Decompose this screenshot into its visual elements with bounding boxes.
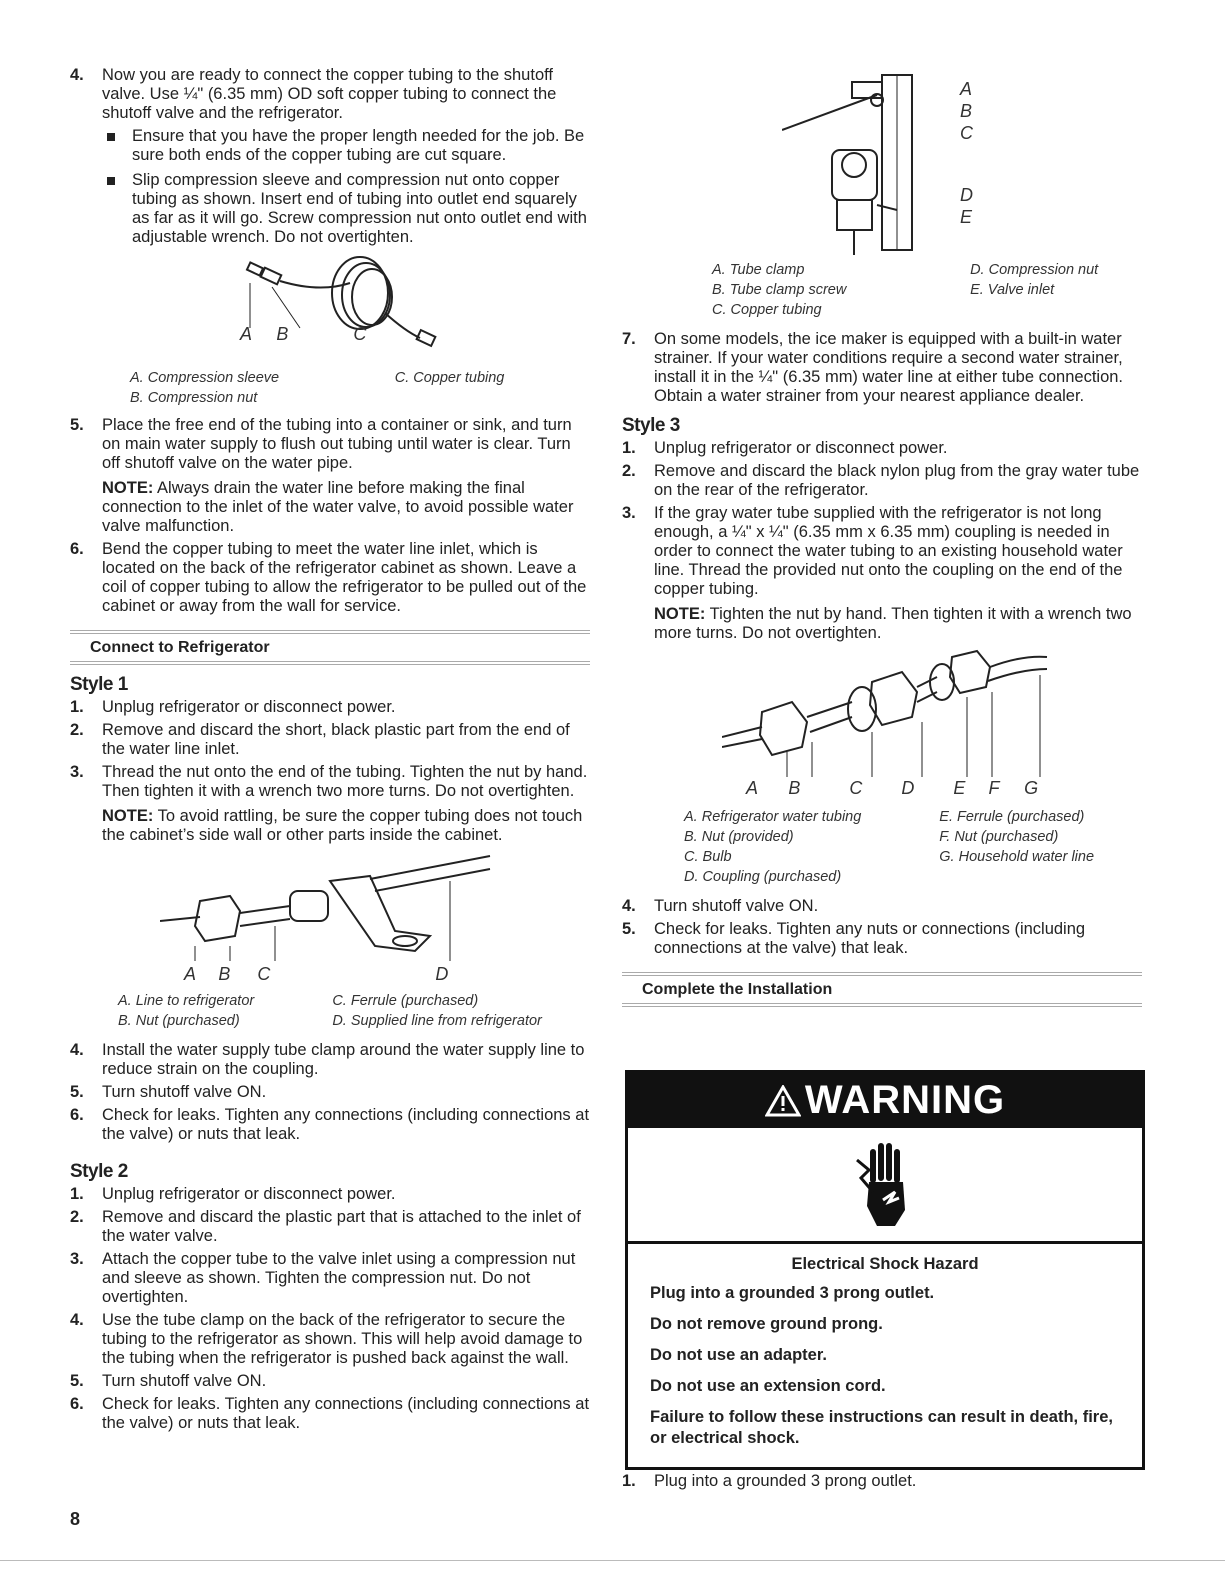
warning-line: Do not use an extension cord. bbox=[650, 1377, 886, 1395]
warning-line: Plug into a grounded 3 prong outlet. bbox=[650, 1284, 935, 1302]
note bbox=[654, 605, 1142, 643]
legend-item: D. Coupling (purchased) bbox=[684, 869, 842, 885]
legend-item: E. Valve inlet bbox=[970, 282, 1055, 298]
step-text: Turn shutoff valve ON. bbox=[102, 1372, 267, 1390]
legend-item: C. Ferrule (purchased) bbox=[332, 993, 479, 1009]
style2-step bbox=[70, 1250, 590, 1307]
fig-letter: G bbox=[1024, 778, 1039, 798]
legend-item: C. Copper tubing bbox=[394, 370, 505, 386]
note bbox=[102, 807, 590, 845]
legend-item: G. Household water line bbox=[939, 849, 1095, 865]
figure-style1-fitting bbox=[160, 851, 590, 991]
figure-legend bbox=[118, 991, 590, 1031]
fig-letter: C bbox=[849, 778, 863, 798]
step-number: 6. bbox=[70, 1106, 84, 1124]
step-number: 5. bbox=[622, 920, 636, 938]
warning-line: Failure to follow these instructions can result in death, fire, or electrical shock. bbox=[650, 1408, 1113, 1447]
step-text: Remove and discard the short, black plastic part from the end of the water line inlet. bbox=[102, 721, 570, 758]
left-column bbox=[70, 66, 590, 1437]
style2-step bbox=[70, 1372, 590, 1391]
electric-shock-hand-icon bbox=[855, 1140, 915, 1230]
style2-step bbox=[70, 1311, 590, 1368]
step-text: Turn shutoff valve ON. bbox=[654, 897, 819, 915]
fig-letter: A bbox=[240, 324, 252, 344]
final-step bbox=[622, 1472, 1174, 1491]
step-text: Remove and discard the black nylon plug from the gray water tube on the rear of the refrigerator. bbox=[654, 462, 1140, 499]
step-text: Remove and discard the plastic part that is attached to the inlet of the water valve. bbox=[102, 1208, 581, 1245]
fig-letter: E bbox=[960, 207, 973, 227]
step-text: Unplug refrigerator or disconnect power. bbox=[654, 439, 948, 457]
fig-letter: E bbox=[953, 778, 966, 798]
bottom-divider bbox=[0, 1560, 1225, 1561]
warning-triangle-icon bbox=[765, 1085, 801, 1117]
figure-coupling bbox=[722, 647, 1142, 807]
step-text: Check for leaks. Tighten any nuts or connections (including connections at the valve) that leak. bbox=[654, 920, 1086, 957]
step-text: Thread the nut onto the end of the tubing. Tighten the nut by hand. Then tighten it with a wrench two more turns. Do not overtighten. bbox=[102, 763, 588, 800]
legend-item: A. Tube clamp bbox=[712, 262, 805, 278]
step-text: Check for leaks. Tighten any connections (including connections at the valve) or nuts that leak. bbox=[102, 1395, 590, 1432]
style1-step bbox=[70, 698, 590, 717]
fig-letter: C bbox=[257, 964, 271, 984]
step-number: 2. bbox=[70, 721, 84, 739]
step-text: Bend the copper tubing to meet the water line inlet, which is located on the back of the refrigerator cabinet as shown. Leave a coil of copper tubing to allow the refrigerator to be pulled out of the cabinet or away from the wall for service. bbox=[102, 540, 587, 615]
style3-step bbox=[622, 462, 1142, 500]
note-text: Tighten the nut by hand. Then tighten it with a wrench two more turns. Do not overtighten. bbox=[654, 605, 1132, 642]
step-number: 3. bbox=[70, 763, 84, 781]
bullet-item: Ensure that you have the proper length needed for the job. Be sure both ends of the copper tubing are cut square. bbox=[102, 127, 590, 165]
fig-letter: A bbox=[960, 79, 973, 99]
step-number: 3. bbox=[622, 504, 636, 522]
style1-step bbox=[70, 763, 590, 845]
figure-legend bbox=[130, 368, 590, 408]
note bbox=[102, 479, 590, 536]
warning-line: Do not remove ground prong. bbox=[650, 1315, 883, 1333]
step-text: Unplug refrigerator or disconnect power. bbox=[102, 1185, 396, 1203]
style1-step bbox=[70, 1083, 590, 1102]
figure-legend bbox=[712, 260, 1142, 320]
step-text: Now you are ready to connect the copper tubing to the shutoff valve. Use ¼" (6.35 mm) OD soft copper tubing to connect the shutoff valve and the refrigerator. bbox=[102, 66, 557, 122]
step-number: 2. bbox=[70, 1208, 84, 1226]
fig-letter: D bbox=[960, 185, 973, 205]
style1-fitting-illustration bbox=[160, 851, 500, 971]
legend-item: B. Nut (provided) bbox=[684, 829, 794, 845]
step-number: 6. bbox=[70, 1395, 84, 1413]
step-text: If the gray water tube supplied with the refrigerator is not long enough, a ¼" x ¼" (6.35 mm x 6.35 mm) coupling is needed in order to connect the water tubing to an existing household water line. Thread the provided nut onto the coupling on the end of the copper tubing. bbox=[654, 504, 1123, 598]
fig-letter: C bbox=[353, 324, 367, 344]
legend-item: A. Refrigerator water tubing bbox=[684, 809, 862, 825]
style3-step bbox=[622, 504, 1142, 643]
style3-step bbox=[622, 439, 1142, 458]
note-label: NOTE: bbox=[654, 605, 706, 623]
legend-item: D. Compression nut bbox=[970, 262, 1099, 278]
warning-title: WARNING bbox=[804, 1078, 1006, 1122]
step-text: Unplug refrigerator or disconnect power. bbox=[102, 698, 396, 716]
step-number: 4. bbox=[70, 1041, 84, 1059]
page-number: 8 bbox=[70, 1509, 81, 1529]
step-7 bbox=[622, 330, 1142, 406]
step-number: 6. bbox=[70, 540, 84, 558]
legend-item bbox=[939, 867, 1142, 887]
hazard-title: Electrical Shock Hazard bbox=[791, 1255, 979, 1273]
warning-box bbox=[625, 1070, 1145, 1470]
legend-item: B. Nut (purchased) bbox=[118, 1013, 240, 1029]
figure-legend bbox=[684, 807, 1142, 887]
step-number: 1. bbox=[70, 698, 84, 716]
step-text: On some models, the ice maker is equipped with a built-in water strainer. If your water conditions require a second water strainer, install it in the ¼" (6.35 mm) water line at either tube connection. Obtain a water strainer from your nearest appliance dealer. bbox=[654, 330, 1124, 405]
fig-letter: B bbox=[960, 101, 973, 121]
section-heading-connect: Connect to Refrigerator bbox=[70, 630, 590, 665]
coupling-letters bbox=[746, 779, 1038, 798]
style1-step bbox=[70, 1041, 590, 1079]
style1-step bbox=[70, 721, 590, 759]
step-number: 1. bbox=[70, 1185, 84, 1203]
style3-step bbox=[622, 897, 1142, 916]
legend-item: E. Ferrule (purchased) bbox=[939, 809, 1085, 825]
warning-header bbox=[628, 1073, 1142, 1128]
step-text: Plug into a grounded 3 prong outlet. bbox=[654, 1472, 917, 1490]
section-heading-complete: Complete the Installation bbox=[622, 972, 1142, 1007]
style1-step bbox=[70, 1106, 590, 1144]
fig-letter: B bbox=[218, 964, 231, 984]
step-text: Use the tube clamp on the back of the refrigerator to secure the tubing to the refrigerator as shown. This will help avoid damage to the tubing when the refrigerator is pushed back against the wall. bbox=[102, 1311, 583, 1367]
shock-icon-area bbox=[628, 1128, 1142, 1244]
step-number: 5. bbox=[70, 1372, 84, 1390]
warning-body bbox=[628, 1244, 1142, 1465]
style-3-heading: Style 3 bbox=[622, 415, 680, 436]
legend-item: C. Copper tubing bbox=[712, 302, 822, 318]
step-number: 1. bbox=[622, 439, 636, 457]
legend-item bbox=[970, 300, 1142, 320]
right-column bbox=[622, 70, 1142, 1015]
style2-step bbox=[70, 1208, 590, 1246]
valve-letters bbox=[960, 78, 973, 228]
copper-tubing-illustration bbox=[130, 253, 450, 363]
step-text: Turn shutoff valve ON. bbox=[102, 1083, 267, 1101]
step-number: 2. bbox=[622, 462, 636, 480]
legend-item: F. Nut (purchased) bbox=[939, 829, 1059, 845]
step-number: 1. bbox=[622, 1472, 636, 1490]
step-text: Attach the copper tube to the valve inlet using a compression nut and sleeve as shown. Tighten the compression nut. Do not overtighten. bbox=[102, 1250, 576, 1306]
note-label: NOTE: bbox=[102, 479, 154, 497]
note-text: Always drain the water line before making the final connection to the inlet of the water valve, to avoid possible water valve malfunction. bbox=[102, 479, 574, 535]
coupling-illustration bbox=[722, 647, 1052, 782]
step-text: Place the free end of the tubing into a container or sink, and turn on main water supply to flush out tubing until water is clear. Turn off shutoff valve on the water pipe. bbox=[102, 416, 572, 472]
step-text: Install the water supply tube clamp around the water supply line to reduce strain on the coupling. bbox=[102, 1041, 585, 1078]
fig-letter: D bbox=[901, 778, 915, 798]
step-number: 5. bbox=[70, 1083, 84, 1101]
legend-item: B. Tube clamp screw bbox=[712, 282, 847, 298]
step-number: 3. bbox=[70, 1250, 84, 1268]
style-2-heading: Style 2 bbox=[70, 1161, 128, 1182]
step-number: 7. bbox=[622, 330, 636, 348]
step-number: 4. bbox=[70, 1311, 84, 1329]
figure-copper-tubing bbox=[130, 253, 590, 368]
legend-item bbox=[395, 388, 590, 408]
legend-item: C. Bulb bbox=[684, 849, 732, 865]
note-text: To avoid rattling, be sure the copper tubing does not touch the cabinet’s side wall or other parts inside the cabinet. bbox=[102, 807, 583, 844]
figure-valve bbox=[782, 70, 1142, 260]
style2-step bbox=[70, 1185, 590, 1204]
step-6 bbox=[70, 540, 590, 616]
fig-letter: B bbox=[276, 324, 289, 344]
legend-item: A. Compression sleeve bbox=[130, 370, 280, 386]
step-number: 5. bbox=[70, 416, 84, 434]
note-label: NOTE: bbox=[102, 807, 154, 825]
style3-step bbox=[622, 920, 1142, 958]
style2-step bbox=[70, 1395, 590, 1433]
fig-letter: A bbox=[184, 964, 196, 984]
water-valve-illustration bbox=[782, 70, 982, 255]
step-4 bbox=[70, 66, 590, 247]
fig-letter: A bbox=[746, 778, 758, 798]
legend-item: A. Line to refrigerator bbox=[118, 993, 255, 1009]
fig-letter: F bbox=[988, 778, 1000, 798]
fig-letter: C bbox=[960, 123, 973, 143]
fig-letter: D bbox=[435, 964, 449, 984]
step-number: 4. bbox=[70, 66, 84, 84]
step-number: 4. bbox=[622, 897, 636, 915]
legend-item: B. Compression nut bbox=[130, 390, 258, 406]
step-text: Check for leaks. Tighten any connections (including connections at the valve) or nuts that leak. bbox=[102, 1106, 590, 1143]
fig-letter: B bbox=[788, 778, 801, 798]
step-5 bbox=[70, 416, 590, 536]
warning-line: Do not use an adapter. bbox=[650, 1346, 827, 1364]
bullet-item: Slip compression sleeve and compression nut onto copper tubing as shown. Insert end of tubing into outlet end squarely as far as it will go. Screw compression nut onto outlet end with adjustable wrench. Do not overtighten. bbox=[102, 171, 590, 247]
style-1-heading: Style 1 bbox=[70, 674, 128, 695]
legend-item: D. Supplied line from refrigerator bbox=[332, 1013, 542, 1029]
